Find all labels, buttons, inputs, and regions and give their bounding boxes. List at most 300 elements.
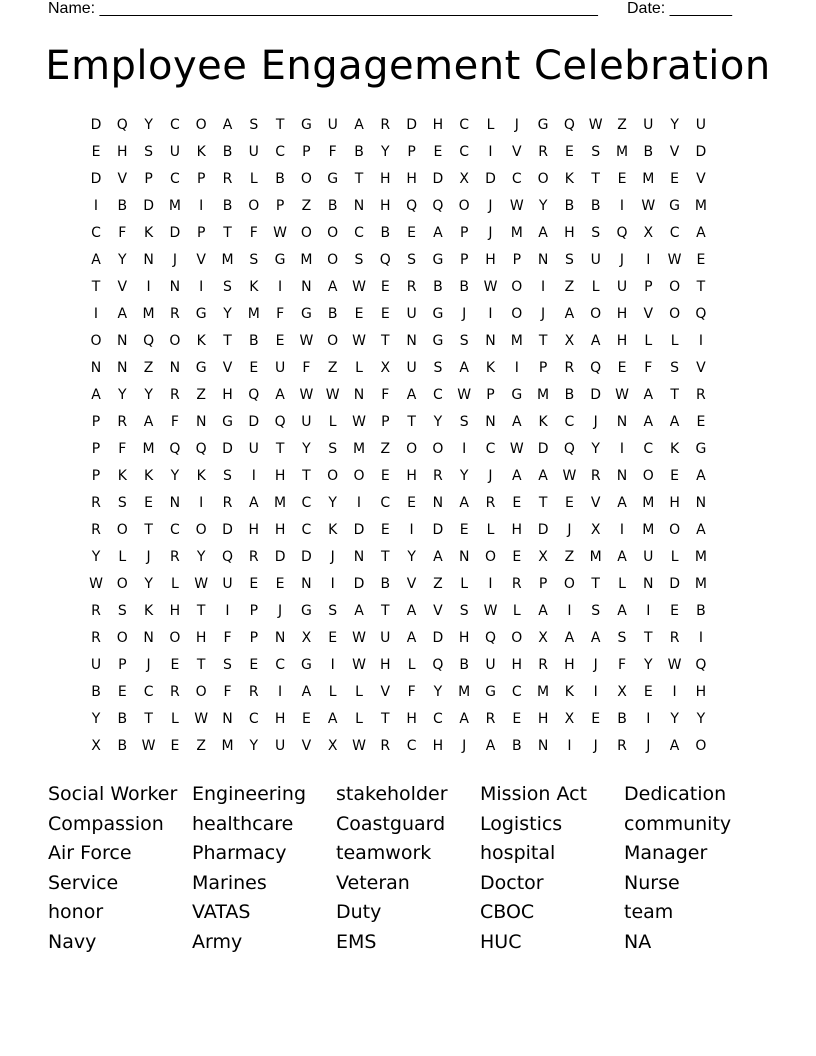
grid-letter: C <box>91 225 101 241</box>
grid-letter: S <box>117 603 127 619</box>
grid-letter: I <box>356 495 362 511</box>
grid-letter: Q <box>169 441 181 457</box>
grid-letter: M <box>642 171 655 187</box>
grid-letter: Z <box>196 387 206 403</box>
grid-letter: M <box>221 252 234 268</box>
grid-letter: N <box>353 387 365 403</box>
grid-letter: A <box>538 468 548 484</box>
grid-letter: D <box>485 171 496 187</box>
grid-letter: O <box>537 171 549 187</box>
grid-letter: D <box>274 549 286 565</box>
grid-letter: M <box>300 252 313 268</box>
grid-letter: C <box>380 495 391 511</box>
grid-letter: T <box>144 711 153 727</box>
grid-letter: T <box>407 414 416 430</box>
grid-letter: G <box>669 198 681 214</box>
grid-letter: R <box>485 711 496 727</box>
grid-letter: N <box>143 252 154 268</box>
grid-letter: G <box>300 117 312 133</box>
grid-letter: S <box>433 360 443 376</box>
grid-letter: U <box>327 117 338 133</box>
grid-letter: B <box>117 198 128 214</box>
grid-letter: Z <box>143 360 154 376</box>
word-list-item: Manager <box>624 842 708 865</box>
word-column <box>624 780 768 958</box>
grid-letter: R <box>485 495 496 511</box>
grid-letter: G <box>695 441 707 457</box>
grid-letter: J <box>462 306 467 322</box>
grid-letter: S <box>117 495 127 511</box>
grid-letter: E <box>459 522 469 538</box>
grid-letter: N <box>90 360 102 376</box>
grid-letter: G <box>222 414 233 430</box>
grid-letter: D <box>695 144 707 160</box>
grid-letter: A <box>617 495 627 511</box>
grid-letter: W <box>509 441 524 457</box>
word-list-item: CBOC <box>480 901 535 924</box>
grid-letter: O <box>484 549 497 565</box>
grid-letter: L <box>512 603 521 619</box>
grid-letter: R <box>538 144 548 160</box>
grid-letter: N <box>537 738 549 754</box>
grid-letter: D <box>90 171 102 187</box>
grid-letter: G <box>432 306 444 322</box>
grid-letter: C <box>301 495 312 511</box>
grid-letter: Q <box>195 441 207 457</box>
grid-letter: O <box>458 198 470 214</box>
grid-letter: C <box>143 684 154 700</box>
grid-letter: S <box>591 225 601 241</box>
grid-letter: Q <box>695 306 707 322</box>
grid-letter: V <box>380 684 391 700</box>
grid-letter: A <box>643 414 654 430</box>
grid-letter: V <box>643 306 654 322</box>
grid-letter: D <box>432 630 444 646</box>
grid-letter: K <box>196 468 206 484</box>
word-list-item: community <box>624 812 732 835</box>
grid-letter: T <box>275 441 285 457</box>
grid-letter: S <box>591 603 601 619</box>
grid-letter: A <box>327 711 338 727</box>
grid-letter: O <box>563 576 575 592</box>
grid-row <box>83 382 733 409</box>
grid-letter: S <box>249 117 259 133</box>
grid-letter: W <box>562 468 577 484</box>
grid-letter: R <box>222 171 233 187</box>
grid-letter: A <box>249 495 259 511</box>
grid-letter: O <box>248 198 260 214</box>
grid-letter: J <box>488 198 493 214</box>
word-list-item: VATAS <box>192 901 251 924</box>
grid-letter: H <box>380 657 391 673</box>
grid-letter: U <box>248 441 259 457</box>
grid-row <box>83 112 733 139</box>
grid-letter: I <box>199 198 204 214</box>
grid-letter: P <box>144 171 153 187</box>
grid-letter: W <box>352 279 366 295</box>
word-list-item: Mission Act <box>480 783 588 805</box>
grid-letter: Y <box>170 468 180 484</box>
grid-letter: Z <box>380 441 391 457</box>
grid-letter: A <box>91 387 101 403</box>
grid-letter: B <box>222 144 233 160</box>
grid-letter: S <box>617 630 627 646</box>
grid-letter: I <box>146 279 151 295</box>
grid-letter: T <box>196 657 206 673</box>
grid-row <box>83 571 733 598</box>
grid-letter: U <box>222 576 233 592</box>
grid-letter: E <box>407 225 417 241</box>
grid-letter: U <box>616 279 628 295</box>
grid-letter: N <box>274 630 286 646</box>
grid-letter: G <box>300 603 312 619</box>
grid-letter: E <box>433 144 443 160</box>
grid-letter: N <box>485 333 496 349</box>
grid-letter: G <box>300 657 312 673</box>
grid-letter: C <box>248 711 259 727</box>
grid-letter: Z <box>564 549 575 565</box>
grid-letter: W <box>352 738 366 754</box>
grid-letter: W <box>299 333 314 349</box>
grid-letter: Z <box>564 279 575 295</box>
grid-letter: X <box>564 711 575 727</box>
grid-letter: W <box>141 738 156 754</box>
word-list-item: Nurse <box>624 871 680 894</box>
grid-letter: X <box>459 171 469 187</box>
grid-letter: B <box>590 198 601 214</box>
grid-letter: B <box>222 198 233 214</box>
grid-letter: U <box>485 657 496 673</box>
grid-letter: R <box>117 414 128 430</box>
grid-letter: R <box>91 522 101 538</box>
grid-row <box>83 220 733 247</box>
grid-letter: A <box>590 630 601 646</box>
grid-letter: E <box>407 495 417 511</box>
grid-letter: T <box>670 387 679 403</box>
grid-letter: B <box>327 306 338 322</box>
grid-letter: I <box>619 198 625 214</box>
grid-letter: A <box>590 333 601 349</box>
grid-letter: N <box>406 333 417 349</box>
word-list-item: Coastguard <box>336 812 446 835</box>
grid-row <box>83 625 733 652</box>
grid-letter: R <box>91 603 101 619</box>
grid-letter: P <box>644 279 653 295</box>
grid-letter: R <box>669 630 680 646</box>
grid-letter: N <box>458 549 470 565</box>
grid-letter: C <box>459 144 470 160</box>
grid-letter: I <box>330 657 335 673</box>
grid-letter: W <box>483 603 498 619</box>
grid-row <box>83 328 733 355</box>
word-list-item: EMS <box>336 930 377 953</box>
grid-letter: E <box>564 144 574 160</box>
grid-letter: A <box>406 603 417 619</box>
grid-letter: E <box>249 657 259 673</box>
grid-letter: A <box>327 279 338 295</box>
grid-letter: C <box>433 387 443 403</box>
grid-letter: A <box>117 306 128 322</box>
grid-row <box>83 247 733 274</box>
grid-letter: I <box>541 279 546 295</box>
grid-letter: V <box>512 144 522 160</box>
grid-letter: P <box>538 360 548 376</box>
grid-letter: I <box>488 576 493 592</box>
grid-letter: Y <box>670 117 679 133</box>
grid-letter: E <box>144 495 154 511</box>
grid-letter: R <box>590 468 601 484</box>
grid-letter: H <box>406 711 417 727</box>
grid-row <box>83 436 733 463</box>
word-list-item: Dedication <box>624 783 727 805</box>
grid-letter: R <box>380 117 391 133</box>
grid-letter: H <box>248 522 260 538</box>
grid-letter: T <box>302 468 311 484</box>
grid-letter: R <box>170 306 180 322</box>
grid-letter: C <box>459 117 470 133</box>
grid-row <box>83 193 733 220</box>
grid-letter: S <box>328 441 338 457</box>
grid-row <box>83 679 733 706</box>
grid-letter: Y <box>459 468 469 484</box>
grid-letter: R <box>380 738 391 754</box>
grid-letter: I <box>225 603 230 619</box>
grid-letter: K <box>328 522 338 538</box>
grid-letter: M <box>694 198 707 214</box>
grid-letter: Y <box>144 117 153 133</box>
grid-letter: X <box>91 738 101 754</box>
grid-letter: B <box>433 279 443 295</box>
grid-letter: S <box>223 279 232 295</box>
grid-letter: U <box>248 144 259 160</box>
grid-letter: A <box>669 738 680 754</box>
grid-letter: I <box>409 522 414 538</box>
grid-letter: B <box>696 603 706 619</box>
grid-letter: D <box>537 522 549 538</box>
grid-letter: F <box>118 225 127 241</box>
grid-letter: L <box>486 117 495 133</box>
grid-letter: P <box>118 657 127 673</box>
grid-letter: O <box>669 279 681 295</box>
grid-letter: I <box>488 144 493 160</box>
grid-letter: E <box>170 657 180 673</box>
grid-letter: C <box>170 171 180 187</box>
grid-letter: C <box>406 738 417 754</box>
grid-letter: M <box>142 306 155 322</box>
grid-letter: C <box>275 144 285 160</box>
grid-letter: A <box>696 468 706 484</box>
grid-letter: O <box>432 441 444 457</box>
grid-letter: R <box>248 684 259 700</box>
grid-letter: G <box>485 684 496 700</box>
grid-letter: R <box>248 549 259 565</box>
grid-row <box>83 274 733 301</box>
grid-letter: I <box>251 468 256 484</box>
grid-letter: L <box>486 522 495 538</box>
grid-letter: I <box>646 711 651 727</box>
grid-letter: G <box>195 306 207 322</box>
grid-letter: Q <box>116 117 128 133</box>
grid-letter: C <box>669 225 680 241</box>
grid-letter: I <box>698 630 703 646</box>
grid-row <box>83 706 733 733</box>
grid-letter: W <box>667 657 682 673</box>
grid-letter: K <box>144 225 154 241</box>
grid-letter: B <box>564 387 575 403</box>
grid-letter: O <box>669 306 681 322</box>
grid-letter: E <box>512 549 522 565</box>
grid-letter: Q <box>695 657 707 673</box>
grid-letter: D <box>143 198 154 214</box>
word-column <box>336 780 480 958</box>
grid-letter: D <box>590 387 602 403</box>
grid-letter: G <box>327 171 339 187</box>
grid-letter: A <box>538 225 548 241</box>
grid-letter: E <box>275 576 285 592</box>
grid-letter: B <box>380 225 391 241</box>
grid-letter: O <box>511 630 523 646</box>
grid-letter: Q <box>432 198 444 214</box>
grid-letter: H <box>274 468 286 484</box>
grid-letter: U <box>301 414 312 430</box>
grid-letter: E <box>117 684 127 700</box>
grid-letter: K <box>196 333 206 349</box>
grid-letter: W <box>273 225 288 241</box>
grid-letter: B <box>459 657 469 673</box>
grid-letter: L <box>249 171 258 187</box>
grid-letter: A <box>512 468 522 484</box>
grid-letter: N <box>485 414 496 430</box>
grid-letter: N <box>143 630 154 646</box>
grid-letter: X <box>590 522 601 538</box>
grid-letter: F <box>223 630 232 646</box>
grid-letter: K <box>564 684 574 700</box>
grid-letter: S <box>223 657 232 673</box>
grid-letter: U <box>274 738 286 754</box>
grid-letter: X <box>564 333 575 349</box>
grid-letter: N <box>117 360 128 376</box>
grid-letter: N <box>616 468 628 484</box>
grid-letter: E <box>696 252 706 268</box>
grid-letter: A <box>617 549 627 565</box>
word-list-item: Duty <box>336 901 382 924</box>
grid-letter: H <box>485 252 496 268</box>
grid-letter: Y <box>696 711 706 727</box>
grid-letter: O <box>511 306 523 322</box>
grid-letter: H <box>406 468 417 484</box>
grid-letter: R <box>433 468 443 484</box>
grid-letter: B <box>117 738 128 754</box>
grid-letter: M <box>247 306 260 322</box>
grid-letter: I <box>488 306 493 322</box>
letter-grid <box>83 112 733 760</box>
grid-letter: O <box>300 171 312 187</box>
grid-letter: N <box>222 711 233 727</box>
grid-letter: R <box>222 495 233 511</box>
grid-letter: E <box>275 333 285 349</box>
grid-letter: Y <box>223 306 232 322</box>
word-list-item: healthcare <box>192 812 294 835</box>
grid-letter: S <box>459 603 469 619</box>
grid-letter: L <box>170 576 179 592</box>
grid-letter: H <box>564 657 575 673</box>
grid-letter: L <box>355 360 363 376</box>
grid-letter: B <box>564 198 575 214</box>
grid-letter: T <box>275 117 285 133</box>
grid-letter: A <box>696 522 706 538</box>
grid-letter: R <box>538 657 548 673</box>
grid-letter: D <box>353 576 365 592</box>
grid-letter: N <box>117 333 128 349</box>
grid-letter: E <box>512 495 522 511</box>
grid-letter: R <box>170 549 180 565</box>
grid-letter: Z <box>301 198 312 214</box>
grid-letter: E <box>696 414 706 430</box>
grid-letter: O <box>195 522 207 538</box>
grid-letter: O <box>116 630 128 646</box>
grid-letter: O <box>669 522 681 538</box>
grid-letter: O <box>590 306 602 322</box>
grid-letter: I <box>646 252 651 268</box>
grid-letter: D <box>222 522 233 538</box>
grid-letter: A <box>301 684 312 700</box>
grid-letter: A <box>564 630 575 646</box>
grid-letter: H <box>432 117 444 133</box>
grid-letter: P <box>459 252 469 268</box>
grid-letter: W <box>325 387 340 403</box>
grid-letter: A <box>643 387 654 403</box>
grid-letter: V <box>301 738 312 754</box>
grid-letter: O <box>353 468 365 484</box>
grid-letter: K <box>564 171 574 187</box>
grid-letter: U <box>695 117 707 133</box>
grid-letter: O <box>327 225 339 241</box>
grid-letter: P <box>91 414 101 430</box>
grid-letter: H <box>669 495 680 511</box>
grid-letter: C <box>275 657 285 673</box>
grid-letter: Y <box>328 495 337 511</box>
grid-letter: T <box>381 603 390 619</box>
grid-letter: Q <box>379 252 391 268</box>
grid-letter: T <box>223 225 232 241</box>
grid-letter: M <box>589 549 602 565</box>
grid-letter: M <box>274 495 287 511</box>
grid-letter: Y <box>118 387 127 403</box>
grid-letter: B <box>511 738 522 754</box>
puzzle-title: Employee Engagement Celebration <box>45 43 771 89</box>
grid-letter: P <box>196 171 206 187</box>
grid-letter: D <box>353 522 365 538</box>
grid-letter: I <box>514 360 519 376</box>
grid-letter: W <box>352 630 366 646</box>
grid-letter: H <box>564 225 575 241</box>
grid-letter: C <box>511 684 522 700</box>
grid-letter: L <box>670 549 679 565</box>
grid-letter: J <box>593 657 598 673</box>
grid-letter: N <box>195 414 207 430</box>
grid-letter: U <box>406 306 417 322</box>
grid-letter: M <box>142 441 155 457</box>
grid-letter: K <box>196 144 206 160</box>
grid-letter: Y <box>302 441 311 457</box>
word-list-item: Army <box>192 930 243 953</box>
grid-letter: L <box>118 549 127 565</box>
grid-letter: T <box>223 333 232 349</box>
grid-letter: O <box>406 441 418 457</box>
grid-letter: H <box>511 657 523 673</box>
grid-row <box>83 409 733 436</box>
grid-letter: J <box>488 225 493 241</box>
